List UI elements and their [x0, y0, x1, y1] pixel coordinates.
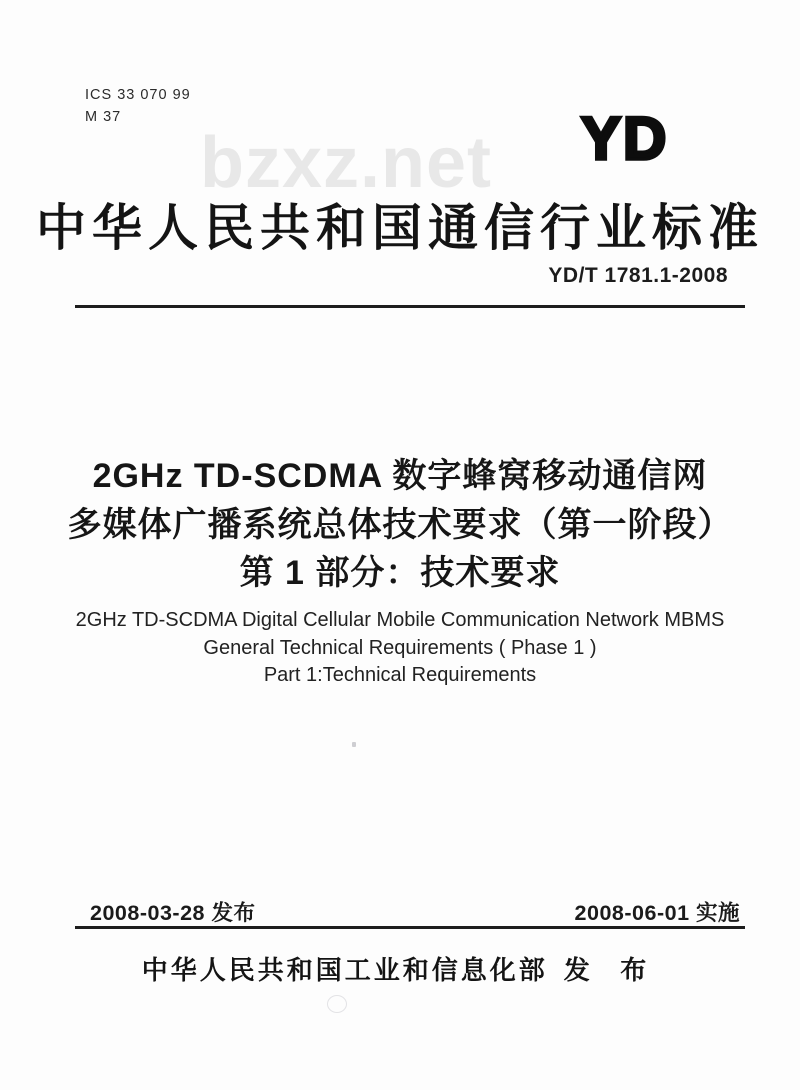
issuer-row: [0, 950, 800, 987]
doc-class-code: M 37: [85, 109, 122, 125]
scan-artifact-speck: [352, 742, 356, 747]
footer-divider-line: [75, 926, 745, 929]
implement-date: 2008-06-01 实施: [574, 901, 740, 925]
zh-title-line-3: 第 1 部分：技术要求: [239, 554, 561, 592]
en-title-line-2: General Technical Requirements ( Phase 1 ): [203, 636, 597, 659]
en-title-line-1: 2GHz TD-SCDMA Digital Cellular Mobile Communication Network MBMS: [75, 609, 725, 631]
standard-number: YD/T 1781.1-2008: [548, 264, 728, 287]
yd-standard-logo: YD: [581, 105, 669, 172]
issuer-action: 发 布: [563, 956, 659, 985]
watermark-text: bzxz.net: [200, 123, 493, 203]
scan-artifact-stamp: [327, 995, 347, 1013]
ics-classification-block: [85, 84, 191, 128]
standard-type-title: 中华人民共和国通信行业标准: [36, 200, 764, 256]
zh-title-line-2: 多媒体广播系统总体技术要求（第一阶段）: [67, 505, 733, 544]
en-title-line-3: Part 1:Technical Requirements: [263, 664, 537, 686]
header-divider-line: [75, 305, 745, 308]
issuer-name: 中华人民共和国工业和信息化部: [141, 956, 548, 985]
document-title-english: [0, 607, 800, 690]
issue-date: 2008-03-28 发布: [90, 901, 256, 925]
ics-code: ICS 33 070 99: [85, 87, 191, 103]
zh-title-line-1: 2GHz TD-SCDMA 数字蜂窝移动通信网: [92, 457, 708, 495]
document-title-chinese: [0, 452, 800, 598]
dates-row: [90, 896, 740, 927]
